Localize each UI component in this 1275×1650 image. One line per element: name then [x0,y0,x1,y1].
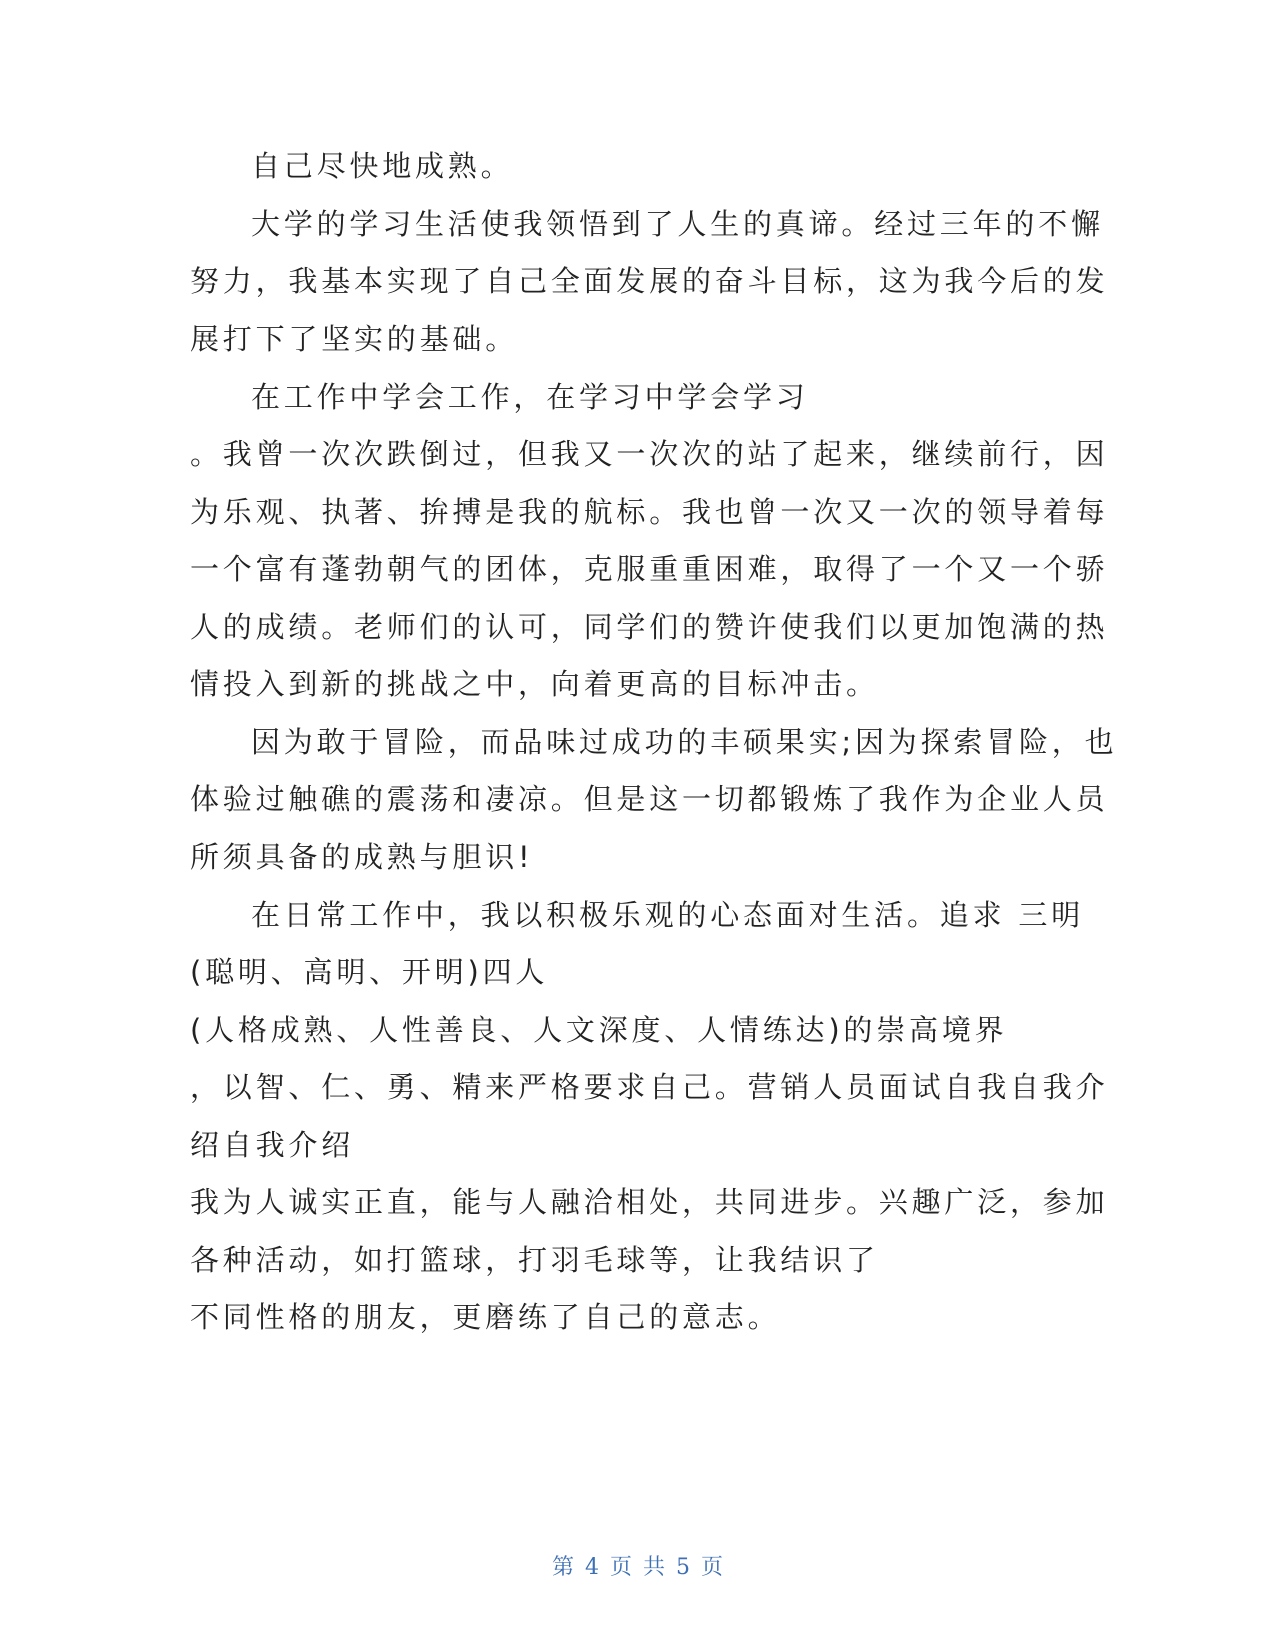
paragraph-line: 一个富有蓬勃朝气的团体，克服重重困难，取得了一个又一个骄 [190,552,1109,586]
paragraph-line: 各种活动，如打篮球，打羽毛球等，让我结识了 [190,1243,879,1277]
footer-ye2: 页 [701,1555,724,1580]
paragraph-line: 在日常工作中，我以积极乐观的心态面对生活。追求 三明 [251,898,1085,932]
paragraph-line: 在工作中学会工作，在学习中学会学习 [251,380,809,414]
paragraph-line: ，以智、仁、勇、精来严格要求自己。营销人员面试自我自我介 [190,1070,1109,1104]
total-pages: 5 [676,1555,691,1580]
paragraph-line: 不同性格的朋友，更磨练了自己的意志。 [190,1300,781,1334]
paragraph-line: 努力，我基本实现了自己全面发展的奋斗目标，这为我今后的发 [190,264,1109,298]
paragraph-line: 人的成绩。老师们的认可，同学们的赞许使我们以更加饱满的热 [190,610,1109,644]
footer-di: 第 [551,1555,574,1580]
paragraph-line: 所须具备的成熟与胆识! [190,840,534,874]
paragraph-line: 体验过触礁的震荡和凄凉。但是这一切都锻炼了我作为企业人员 [190,782,1109,816]
paragraph-line: 因为敢于冒险，而品味过成功的丰硕果实;因为探索冒险，也 [251,725,1118,759]
page-number: 4 [584,1555,599,1580]
paragraph-line: 绍自我介绍 [190,1128,355,1162]
paragraph-line: 为乐观、执著、拚搏是我的航标。我也曾一次又一次的领导着每 [190,495,1109,529]
paragraph-line: (人格成熟、人性善良、人文深度、人情练达)的崇高境界 [190,1013,1008,1047]
page-footer [0,1550,1275,1581]
paragraph-line: 我为人诚实正直，能与人融洽相处，共同进步。兴趣广泛，参加 [190,1185,1109,1219]
footer-gong: 共 [643,1555,666,1580]
paragraph-line: 。我曾一次次跌倒过，但我又一次次的站了起来，继续前行，因 [190,437,1109,471]
paragraph-line: 展打下了坚实的基础。 [190,322,519,356]
paragraph-line: (聪明、高明、开明)四人 [190,955,549,989]
footer-ye: 页 [609,1555,632,1580]
paragraph-line: 自己尽快地成熟。 [251,149,514,183]
paragraph-line: 大学的学习生活使我领悟到了人生的真谛。经过三年的不懈 [251,207,1104,241]
paragraph-line: 情投入到新的挑战之中，向着更高的目标冲击。 [190,667,879,701]
